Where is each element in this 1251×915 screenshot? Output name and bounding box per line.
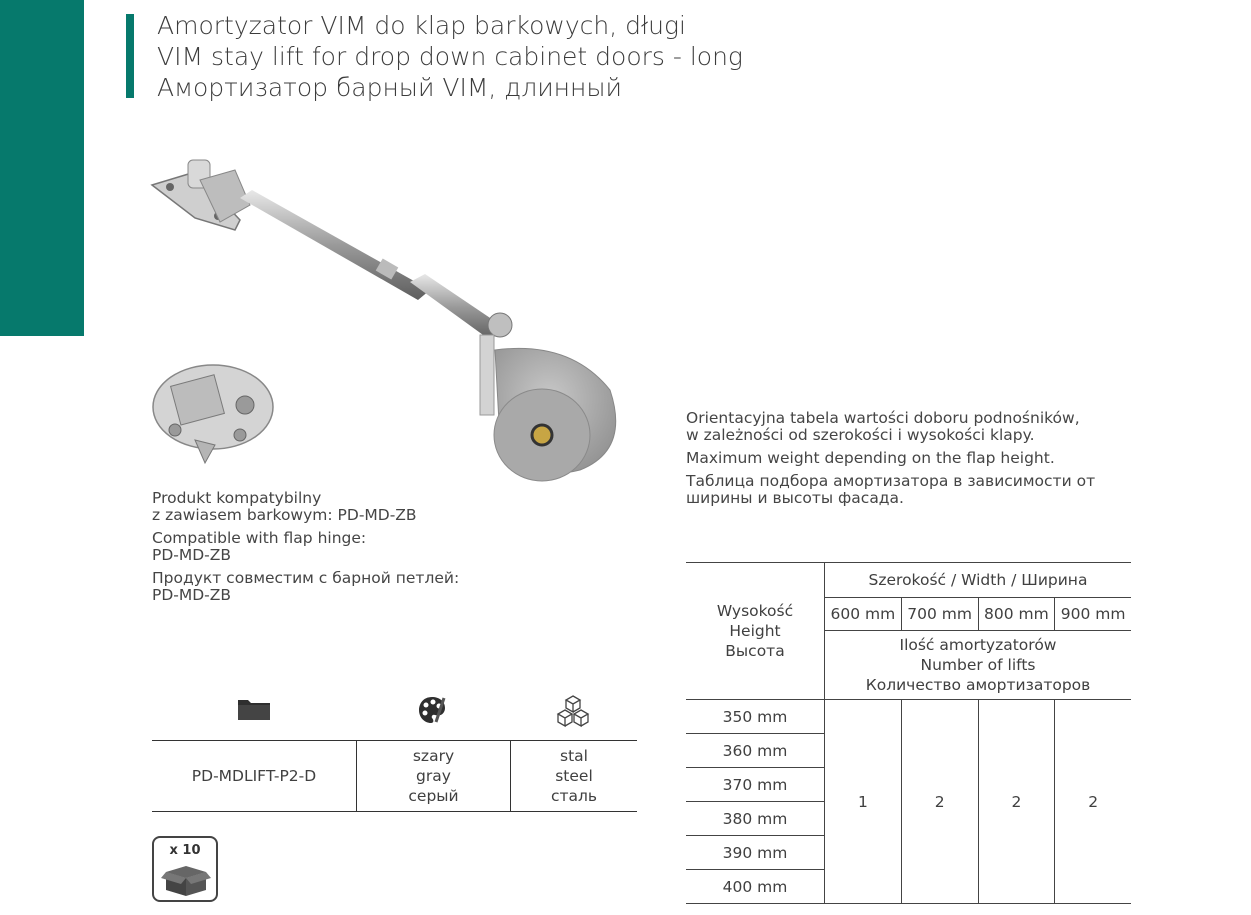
orient-russian: Таблица подбора амортизатора в зависимости от ширины и высоты фасада.	[686, 472, 1096, 507]
pack-quantity-label: x 10	[169, 843, 201, 858]
lifts-header: Ilość amortyzatorów Number of lifts Количество амортизаторов	[825, 631, 1132, 700]
title-accent-bar	[126, 14, 134, 98]
spec-table	[152, 740, 637, 812]
color-english: gray	[416, 767, 451, 785]
width-cell: 900 mm	[1055, 598, 1131, 631]
orient-english: Maximum weight depending on the flap height.	[686, 449, 1055, 467]
height-cell: 400 mm	[686, 870, 825, 904]
product-title	[157, 10, 743, 103]
height-header: Wysokość Height Высота	[686, 563, 825, 700]
material-russian: сталь	[550, 787, 598, 805]
color-russian: серый	[408, 787, 459, 805]
orient-polish: Orientacyjna tabela wartości doboru podnośników, w zależności od szerokości i wysokości klapy.	[686, 409, 1080, 444]
height-cell: 360 mm	[686, 734, 825, 768]
cubes-icon	[556, 694, 590, 728]
width-cell: 800 mm	[978, 598, 1055, 631]
compatibility-info	[152, 490, 459, 610]
lift-selection-info	[686, 410, 1095, 513]
compat-polish: Produkt kompatybilny z zawiasem barkowym: PD-MD-ZB	[152, 489, 417, 524]
title-english: VIM stay lift for drop down cabinet doors - long	[157, 42, 743, 71]
color-polish: szary	[412, 747, 455, 765]
lifts-cell: 2	[901, 700, 978, 904]
width-cell: 600 mm	[825, 598, 902, 631]
height-cell: 350 mm	[686, 700, 825, 734]
compat-russian: Продукт совместим с барной петлей: PD-MD-ZB	[152, 569, 460, 604]
height-cell: 380 mm	[686, 802, 825, 836]
spec-icons-row	[152, 690, 637, 736]
material-polish: stal	[560, 747, 588, 765]
brand-side-band	[0, 0, 84, 336]
material-english: steel	[555, 767, 593, 785]
folder-icon	[236, 694, 272, 724]
material-cell	[511, 741, 638, 812]
height-cell: 390 mm	[686, 836, 825, 870]
box-icon	[160, 860, 212, 898]
width-header: Szerokość / Width / Ширина	[825, 563, 1132, 598]
title-polish: Amortyzator VIM do klap barkowych, długi	[157, 11, 686, 40]
palette-icon	[416, 694, 448, 726]
flap-hinge-image	[145, 345, 280, 470]
lifts-cell: 2	[1055, 700, 1131, 904]
lift-selection-table	[686, 562, 1131, 904]
width-cell: 700 mm	[901, 598, 978, 631]
pack-quantity-badge	[152, 836, 218, 902]
lifts-cell: 2	[978, 700, 1055, 904]
spec-row	[152, 741, 637, 812]
color-cell	[357, 741, 511, 812]
title-russian: Амортизатор барный VIM, длинный	[157, 73, 622, 102]
compat-english: Compatible with flap hinge: PD-MD-ZB	[152, 529, 367, 564]
product-code: PD-MDLIFT-P2-D	[152, 741, 357, 812]
height-cell: 370 mm	[686, 768, 825, 802]
lifts-cell: 1	[825, 700, 902, 904]
